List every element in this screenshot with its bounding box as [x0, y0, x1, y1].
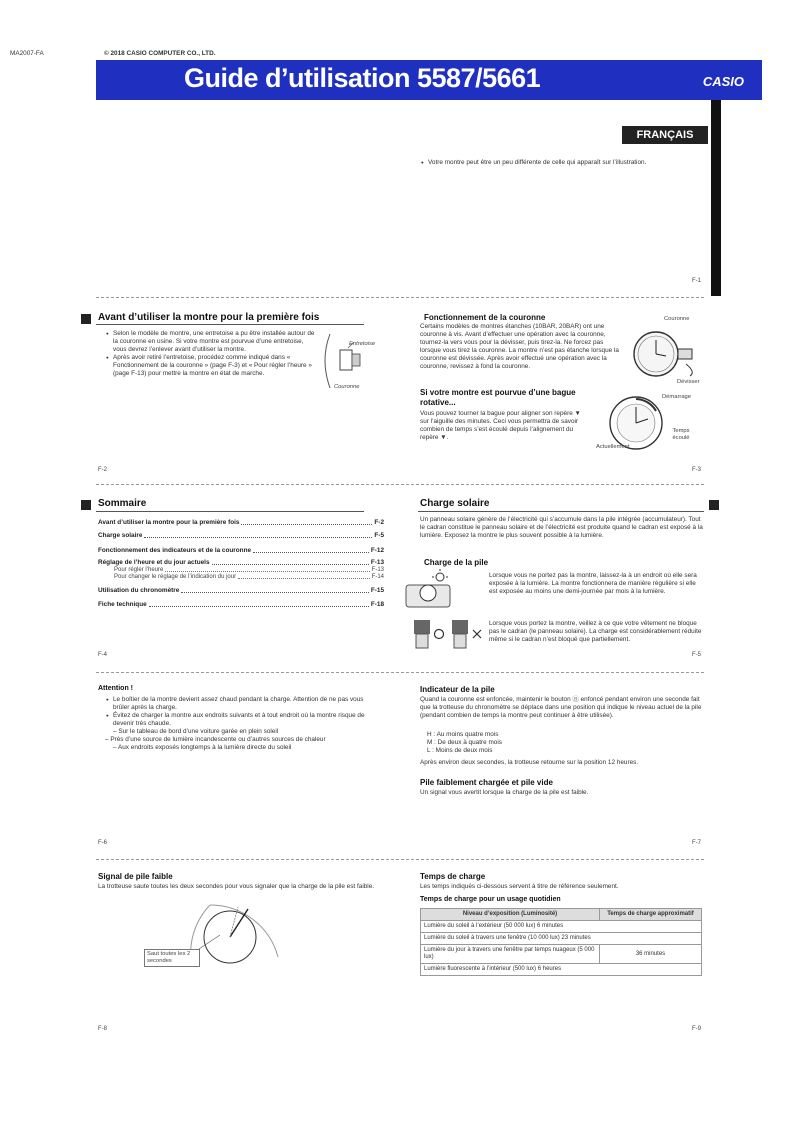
- table-row: Lumière du soleil à l’extérieur (50 000 lux) 6 minutes: [421, 921, 702, 933]
- label-devisser: Dévisser: [677, 379, 700, 385]
- toc-item[interactable]: Avant d’utiliser la montre pour la première fois F-2: [98, 519, 384, 526]
- toc-subitem[interactable]: Pour régler l’heure F-13: [114, 567, 384, 573]
- pile-faible-body: Un signal vous avertit lorsque la charge de la pile est faible.: [420, 789, 589, 796]
- avant-bullets: ● Selon le modèle de montre, une entretoise a pu être installée autour de la couronne en usine. Si votre montre est pourvue d’une entretoise, vous devrez l’enlever avant d’utiliser la montre. ● Après avoir retiré l’entretoise, procédez comme indiqué dans « Fonctionnement de la couronne » (page F-3) et « Pour régler l’heure » (page F-13) pour mettre la montre en état de marche.: [105, 330, 315, 378]
- divider: [96, 484, 704, 485]
- section-marker: [81, 314, 91, 324]
- table-row: Lumière fluorescente à l’intérieur (500 lux) 6 heures: [421, 964, 702, 976]
- section-title-charge: Charge solaire: [420, 498, 490, 509]
- language-label: FRANÇAIS: [622, 126, 708, 144]
- edge-tab: [711, 100, 721, 296]
- label-actuellement: Actuellement: [596, 444, 630, 450]
- document-code: MA2007-FA: [10, 50, 44, 57]
- attention-bullets: ● Le boîtier de la montre devient assez chaud pendant la charge. Attention de ne pas vous brûler après la charge. ● Évitez de charger la montre aux endroits suivants et à tout endroit où la montre risque de devenir très chaude. – Sur le tableau de bord d’une voiture garée en plein soleil – Près d’une source de lumière incandescente ou d’autres sources de chaleur – Aux endroits exposés longtemps à la lumière directe du soleil: [105, 696, 377, 752]
- temps-body: Les temps indiqués ci-dessous servent à titre de référence seulement.: [420, 883, 619, 890]
- section-marker: [81, 500, 91, 510]
- divider: [96, 859, 704, 860]
- page-number: F-2: [98, 467, 107, 473]
- battery-levels: H : Au moins quatre mois M : De deux à quatre mois L : Moins de deux mois: [427, 731, 502, 754]
- divider: [96, 672, 704, 673]
- section-title-avant: Avant d’utiliser la montre pour la première fois: [98, 312, 320, 323]
- indicateur-after: Après environ deux secondes, la trotteuse retourne sur la position 12 heures.: [420, 759, 639, 766]
- table-row: Lumière du jour à travers une fenêtre par temps nuageux (5 000 lux) 36 minutes: [421, 945, 702, 964]
- sun-charge-illustration: [404, 569, 458, 611]
- col-header: Niveau d’exposition (Luminosité): [421, 909, 600, 921]
- section-title-couronne: Fonctionnement de la couronne: [424, 313, 546, 322]
- toc-item[interactable]: Fonctionnement des indicateurs et de la couronne F-12: [98, 547, 384, 554]
- bague-body: Vous pouvez tourner la bague pour aligner son repère ▼ sur l’aiguille des minutes. Ceci vous permettra de savoir combien de temps s’est écoulé depuis l’alignement du repère ▼.: [420, 410, 581, 441]
- label-demarrage: Démarrage: [662, 394, 691, 400]
- jump-callout: Saut toutes les 2 secondes: [144, 949, 200, 967]
- toc-item[interactable]: Réglage de l’heure et du jour actuels F-13: [98, 559, 384, 566]
- section-title-sommaire: Sommaire: [98, 498, 147, 509]
- label-temps-ecoule: Temps écoulé: [672, 428, 690, 442]
- page-number: F-3: [692, 467, 701, 473]
- label-couronne: Couronne: [334, 384, 360, 390]
- charge-text-2: Lorsque vous portez la montre, veillez à ce que votre vêtement ne bloque pas le cadran (le panneau solaire). La charge est considérablement réduite même si le cadran n’est bloqué que partiellement.: [489, 620, 702, 643]
- page-number: F-4: [98, 652, 107, 658]
- title-underline: [96, 511, 364, 512]
- second-hand-illustration: [140, 897, 280, 989]
- table-of-contents: [98, 519, 384, 609]
- indicateur-title: Indicateur de la pile: [420, 685, 495, 694]
- casio-logo: CASIO: [702, 74, 744, 89]
- indicateur-body: Quand la couronne est enfoncée, maintenir le bouton Ⓑ enfoncé pendant environ une seconde fait que la trotteuse du chronomètre se déplace dans une position qui indique le niveau actuel de la pile (pendant combien de temps la montre peut continuer à être utilisée).: [420, 696, 702, 719]
- temps-subtitle: Temps de charge pour un usage quotidien: [420, 896, 561, 903]
- divider: [96, 297, 704, 298]
- page-number: F-9: [692, 1026, 701, 1032]
- section-marker: [709, 500, 719, 510]
- charge-text-1: Lorsque vous ne portez pas la montre, laissez-la à un endroit où elle sera exposée à la lumière. La montre fonctionnera de manière régulière si elle est exposée au moins une demi-journée par mois à la lumière.: [489, 572, 697, 595]
- pile-faible-title: Pile faiblement chargée et pile vide: [420, 778, 553, 787]
- attention-title: Attention !: [98, 685, 133, 692]
- title-underline: [96, 324, 364, 325]
- signal-body: La trotteuse saute toutes les deux secondes pour vous signaler que la charge de la pile est faible.: [98, 883, 375, 890]
- toc-item[interactable]: Charge solaire F-5: [98, 532, 384, 539]
- toc-subitem[interactable]: Pour changer le réglage de l’indication du jour F-14: [114, 574, 384, 580]
- charge-intro: Un panneau solaire génère de l’électricité qui s’accumule dans la pile intégrée (accumulateur). Tout le cadran constitue le panneau solaire et de l’électricité est produite quand le cadran est exposé à la lumière. Exposez la montre le plus souvent possible à la lumière.: [420, 516, 703, 539]
- sleeve-illustration: [412, 618, 484, 652]
- col-header: Temps de charge approximatif: [600, 909, 702, 921]
- label-entretoise: Entretoise: [349, 341, 376, 347]
- table-row: Lumière du soleil à travers une fenêtre (10 000 lux) 23 minutes: [421, 933, 702, 945]
- page-number: F-1: [692, 278, 701, 284]
- signal-title: Signal de pile faible: [98, 872, 173, 881]
- charge-pile-title: Charge de la pile: [424, 558, 489, 567]
- watch-crown-illustration: [630, 322, 710, 384]
- couronne-body: Certains modèles de montres étanches (10BAR, 20BAR) ont une couronne à vis. Avant d’effectuer une opération avec la couronne, tournez-la vers vous pour la dévisser, puis tirez-la. Ne forcez pas lorsque vous tirez la couronne. La montre n’est pas étanche lorsque la couronne est dévissée. Après avoir effectué une opération avec la couronne, revissez à fond la couronne.: [420, 323, 619, 370]
- bague-title: Si votre montre est pourvue d’une bague rotative...: [420, 388, 576, 407]
- illustration-note: ● Votre montre peut être un peu différente de celle qui apparaît sur l’illustration.: [420, 159, 700, 167]
- copyright: © 2018 CASIO COMPUTER CO., LTD.: [104, 50, 216, 57]
- page-number: F-8: [98, 1026, 107, 1032]
- toc-item[interactable]: Utilisation du chronomètre F-15: [98, 587, 384, 594]
- title-bar: [96, 60, 762, 100]
- page-number: F-5: [692, 652, 701, 658]
- page-number: F-7: [692, 840, 701, 846]
- toc-item[interactable]: Fiche technique F-18: [98, 601, 384, 608]
- label-couronne-2: Couronne: [664, 316, 690, 322]
- temps-title: Temps de charge: [420, 872, 486, 881]
- page-number: F-6: [98, 840, 107, 846]
- charge-time-table: [420, 908, 702, 976]
- title-underline: [418, 511, 704, 512]
- page-title: Guide d’utilisation 5587/5661: [184, 63, 541, 93]
